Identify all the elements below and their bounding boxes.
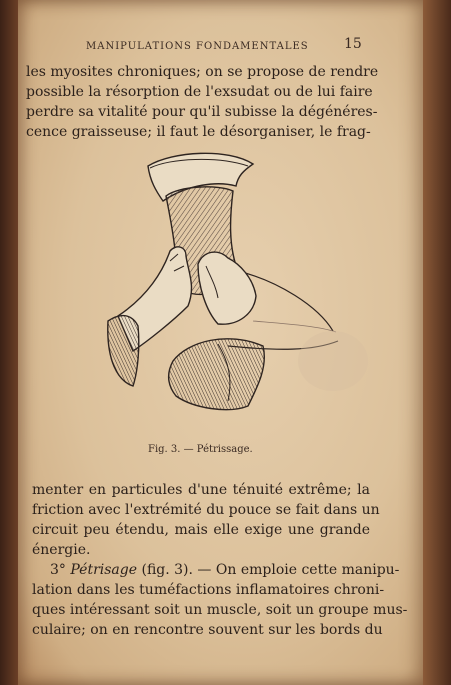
text-line: culaire; on en rencontre souvent sur les bords du: [32, 622, 383, 638]
right-hand: [198, 252, 256, 324]
text-line: lation dans les tuméfactions inflamatoires chroni-: [32, 582, 385, 598]
stain: [298, 331, 368, 391]
kneading-illustration: [78, 146, 398, 436]
figure-caption: Fig. 3. — Pétrissage.: [148, 444, 253, 455]
text-line: circuit peu étendu, mais elle exige une grande: [32, 522, 370, 538]
text-line: cence graisseuse; il faut le désorganiser, le frag-: [26, 124, 371, 140]
text-line: perdre sa vitalité pour qu'il subisse la dégénéres-: [26, 104, 378, 120]
limb: [166, 187, 338, 349]
sleeve-bottom: [169, 339, 265, 410]
section-term: Pétrisage: [70, 562, 138, 578]
page-edge-shadow: [423, 0, 451, 685]
text-line: possible la résorption de l'exsudat ou de lui faire: [26, 84, 373, 100]
text-line: menter en particules d'une ténuité extrême; la: [32, 482, 370, 498]
bottom-text: [32, 480, 408, 640]
text-line: énergie.: [32, 542, 91, 558]
section-number: 3°: [50, 562, 66, 578]
section-heading-line: [32, 560, 400, 580]
text-line: friction avec l'extrémité du pouce se fait dans un: [32, 502, 380, 518]
text-line: les myosites chroniques; on se propose de rendre: [26, 64, 379, 80]
top-paragraph: [26, 62, 379, 142]
text-line: ques intéressant soit un muscle, soit un groupe mus-: [32, 602, 408, 618]
book-page: [18, 0, 428, 685]
text-fragment: — On emploie cette manipu-: [197, 562, 400, 578]
running-head: MANIPULATIONS FONDAMENTALES: [86, 41, 309, 52]
figure-ref: (fig. 3).: [141, 562, 193, 578]
page-number: 15: [344, 36, 362, 52]
